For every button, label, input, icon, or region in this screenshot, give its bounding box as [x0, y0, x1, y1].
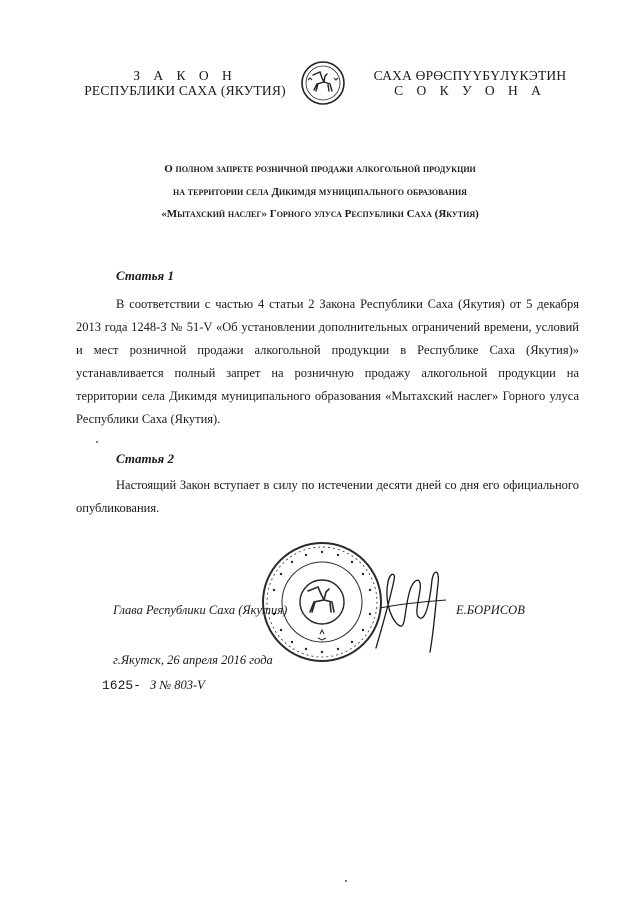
article-2-heading: Статья 2	[116, 451, 174, 466]
official-seal-icon	[260, 540, 384, 664]
document-title-line3: «Мытахский наслег» Горного улуса Республики Саха (Якутия)	[161, 208, 479, 220]
header-left-subtitle: РЕСПУБЛИКИ САХА (ЯКУТИЯ)	[84, 83, 286, 98]
article-1-text: В соответствии с частью 4 статьи 2 Закона Республики Саха (Якутия) от 5 декабря 2013 года 1248-З № 51-V «Об установлении дополнительных ограничений времени, условий и мест розничной продажи алкогольной продукции в Республике Саха (Якутия)» устанавливается полный запрет на розничную продажу алкогольной продукции на территории села Дикимдя муниципального образования «Мытахский наслег» Горного улуса Республики Саха (Якутия).	[76, 297, 579, 426]
article-1-heading: Статья 1	[116, 268, 174, 283]
place-and-date: г.Якутск, 26 апреля 2016 года	[113, 653, 273, 667]
coat-of-arms-emblem-icon	[300, 60, 346, 106]
signatory-position: Глава Республики Саха (Якутия)	[113, 603, 288, 617]
registration-code: З № 803-V	[150, 678, 205, 692]
header-right-title: САХА ӨРӨСПҮҮБҮЛҮКЭТИН	[373, 68, 567, 83]
document-title-line1: О полном запрете розничной продажи алкогольной продукции	[164, 163, 476, 175]
header-left-title: З А К О Н	[133, 68, 237, 83]
registration-number: 1625-	[102, 678, 142, 693]
document-title-line2: на территории села Дикимдя муниципального образования	[173, 186, 467, 198]
handwritten-signature-icon	[370, 560, 450, 655]
header-right-subtitle: С О К У О Н А	[394, 83, 546, 98]
article-2-text: Настоящий Закон вступает в силу по истечении десяти дней со дня его официального опубликования.	[76, 478, 579, 515]
stray-mark	[345, 880, 347, 882]
signatory-name: Е.БОРИСОВ	[456, 603, 525, 617]
stray-mark	[96, 441, 98, 443]
